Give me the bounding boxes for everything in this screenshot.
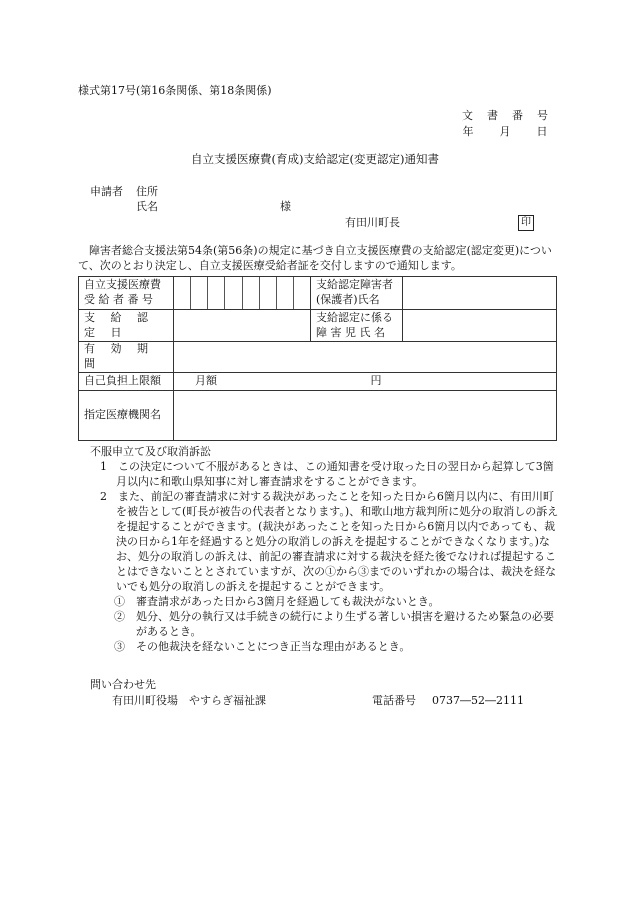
table-row xyxy=(79,390,557,440)
notes-heading: 不服申立て及び取消訴訟 xyxy=(90,445,211,458)
note-sub-2: ② 処分、処分の執行又は手続きの続行により生ずる著しい損害を避けるため緊急の必要があるとき。 xyxy=(114,610,554,638)
contact-heading: 問い合わせ先 xyxy=(90,678,156,691)
table-row xyxy=(79,277,557,310)
note-item-1: 1 この決定について不服があるときは、この通知書を受け取った日の翌日から起算して3箇月以内に和歌山県知事に対し審査請求をすることができます。 xyxy=(100,460,554,488)
table-row xyxy=(79,372,557,390)
applicant-label: 申請者 xyxy=(90,185,123,198)
address-label: 住所 xyxy=(136,185,158,198)
name-label: 氏名 xyxy=(136,200,158,213)
validity-period-field[interactable] xyxy=(174,342,557,373)
yen-label: 円 xyxy=(370,373,382,387)
table-row xyxy=(79,342,557,373)
recipient-number-field[interactable] xyxy=(174,277,311,310)
guardian-name-label: 支給認定障害者 (保護者)氏名 xyxy=(311,277,403,310)
copay-limit-field[interactable] xyxy=(174,372,557,390)
date-label: 年 月 日 xyxy=(462,125,548,138)
recipient-number-label: 自立支援医療費 受 給 者 番 号 xyxy=(79,277,174,310)
seal-mark: 印 xyxy=(518,215,534,231)
certification-table xyxy=(78,276,557,441)
note-sub-1: ① 審査請求があった日から3箇月を経過しても裁決がないとき。 xyxy=(114,595,440,608)
copay-limit-label: 自己負担上限額 xyxy=(79,372,174,390)
appeal-notes xyxy=(90,444,560,654)
child-name-field[interactable] xyxy=(403,310,557,342)
body-paragraph: 障害者総合支援法第54条(第56条)の規定に基づき自立支援医療費の支給認定(認定変更)について、次のとおり決定し、自立支援医療受給者証を交付しますので通知します。 xyxy=(78,244,552,272)
document-title: 自立支援医療費(育成)支給認定(変更認定)通知書 xyxy=(191,152,439,166)
form-number: 様式第17号(第16条関係、第18条関係) xyxy=(78,84,272,97)
guardian-name-field[interactable] xyxy=(403,277,557,310)
honorific: 様 xyxy=(280,200,291,213)
child-name-label: 支給認定に係る 障 害 児 氏 名 xyxy=(311,310,403,342)
table-row xyxy=(79,310,557,342)
note-item-2: 2 また、前記の審査請求に対する裁決があったことを知った日から6箇月以内に、有田川町を被告として(町長が被告の代表者となります。)、和歌山地方裁判所に処分の取消しの訴えを提起することができます。(裁決があったことを知った日から6箇月以内であっても、裁決の日から1年を経過すると処分の取消しの訴えを提起することができなくなります。)なお、処分の取消しの訴えは、前記の審査請求に対する裁決を経た後でなければ提起することはできないこととされていますが、次の①から③までのいずれかの場合は、裁決を経ないでも処分の取消しの訴えを提起することができます。 xyxy=(100,490,559,593)
phone-number: 0737―52―2111 xyxy=(432,694,524,707)
approval-date-field[interactable] xyxy=(174,310,311,342)
phone-label: 電話番号 xyxy=(372,694,416,707)
medical-facility-label: 指定医療機関名 xyxy=(79,390,174,440)
monthly-label: 月額 xyxy=(195,373,217,387)
validity-period-label: 有 効 期 間 xyxy=(79,342,174,373)
document-number-label: 文 書 番 号 xyxy=(462,109,548,122)
medical-facility-field[interactable] xyxy=(174,390,557,440)
issuer-name: 有田川町長 xyxy=(345,216,400,229)
document-number-block xyxy=(462,109,548,141)
note-sub-3: ③ その他裁決を経ないことにつき正当な理由があるとき。 xyxy=(114,640,411,653)
contact-office: 有田川町役場 やすらぎ福祉課 xyxy=(112,694,266,707)
approval-date-label: 支 給 認 定 日 xyxy=(79,310,174,342)
